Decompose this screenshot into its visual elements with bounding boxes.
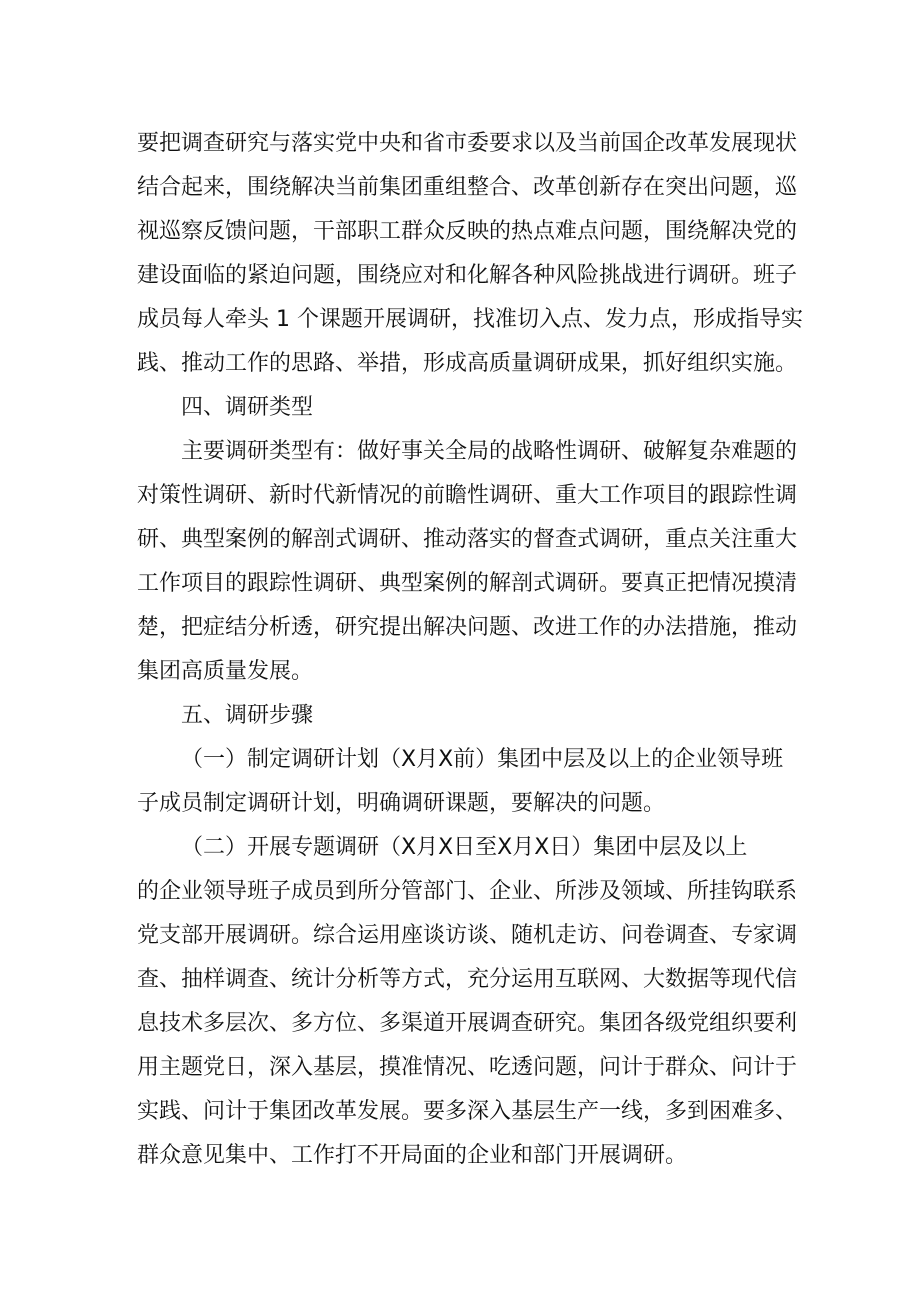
body-text-line: 的企业领导班子成员到所分管部门、企业、所涉及领域、所挂钩联系 — [137, 879, 798, 904]
body-text-line: 践、推动工作的思路、举措，形成高质量调研成果，抓好组织实施。 — [137, 351, 798, 376]
body-text-line: 查、抽样调查、统计分析等方式，充分运用互联网、大数据等现代信 — [137, 967, 798, 992]
body-text-line: 工作项目的跟踪性调研、典型案例的解剖式调研。要真正把情况摸清 — [137, 571, 798, 596]
paragraph-first-line: （二）开展专题调研（X月X日至X月X日）集团中层及以上 — [181, 835, 748, 860]
body-text-line: 成员每人牵头 1 个课题开展调研，找准切入点、发力点，形成指导实 — [137, 307, 803, 332]
body-text-line: 视巡察反馈问题，干部职工群众反映的热点难点问题，围绕解决党的 — [137, 219, 798, 244]
body-text-line: 实践、问计于集团改革发展。要多深入基层生产一线，多到困难多、 — [137, 1099, 798, 1124]
body-text-line: 集团高质量发展。 — [137, 659, 314, 684]
body-text-line: 要把调查研究与落实党中央和省市委要求以及当前国企改革发展现状 — [137, 131, 798, 156]
body-text-line: 子成员制定调研计划，明确调研课题，要解决的问题。 — [137, 791, 666, 816]
paragraph-first-line: （一）制定调研计划（X月X前）集团中层及以上的企业领导班 — [181, 747, 784, 772]
body-text-line: 建设面临的紧迫问题，围绕应对和化解各种风险挑战进行调研。班子 — [137, 263, 798, 288]
body-text-line: 党支部开展调研。综合运用座谈访谈、随机走访、问卷调查、专家调 — [137, 923, 798, 948]
section-heading: 四、调研类型 — [181, 395, 314, 420]
body-text-line: 研、典型案例的解剖式调研、推动落实的督查式调研，重点关注重大 — [137, 527, 798, 552]
body-text-line: 息技术多层次、多方位、多渠道开展调查研究。集团各级党组织要利 — [137, 1011, 798, 1036]
body-text-line: 楚，把症结分析透，研究提出解决问题、改进工作的办法措施，推动 — [137, 615, 798, 640]
paragraph-first-line: 主要调研类型有：做好事关全局的战略性调研、破解复杂难题的 — [181, 439, 798, 464]
body-text-line: 对策性调研、新时代新情况的前瞻性调研、重大工作项目的跟踪性调 — [137, 483, 798, 508]
section-heading: 五、调研步骤 — [181, 703, 314, 728]
body-text-line: 用主题党日，深入基层，摸准情况、吃透问题，问计于群众、问计于 — [137, 1055, 798, 1080]
body-text-line: 结合起来，围绕解决当前集团重组整合、改革创新存在突出问题，巡 — [137, 175, 798, 200]
body-text-line: 群众意见集中、工作打不开局面的企业和部门开展调研。 — [137, 1143, 688, 1168]
